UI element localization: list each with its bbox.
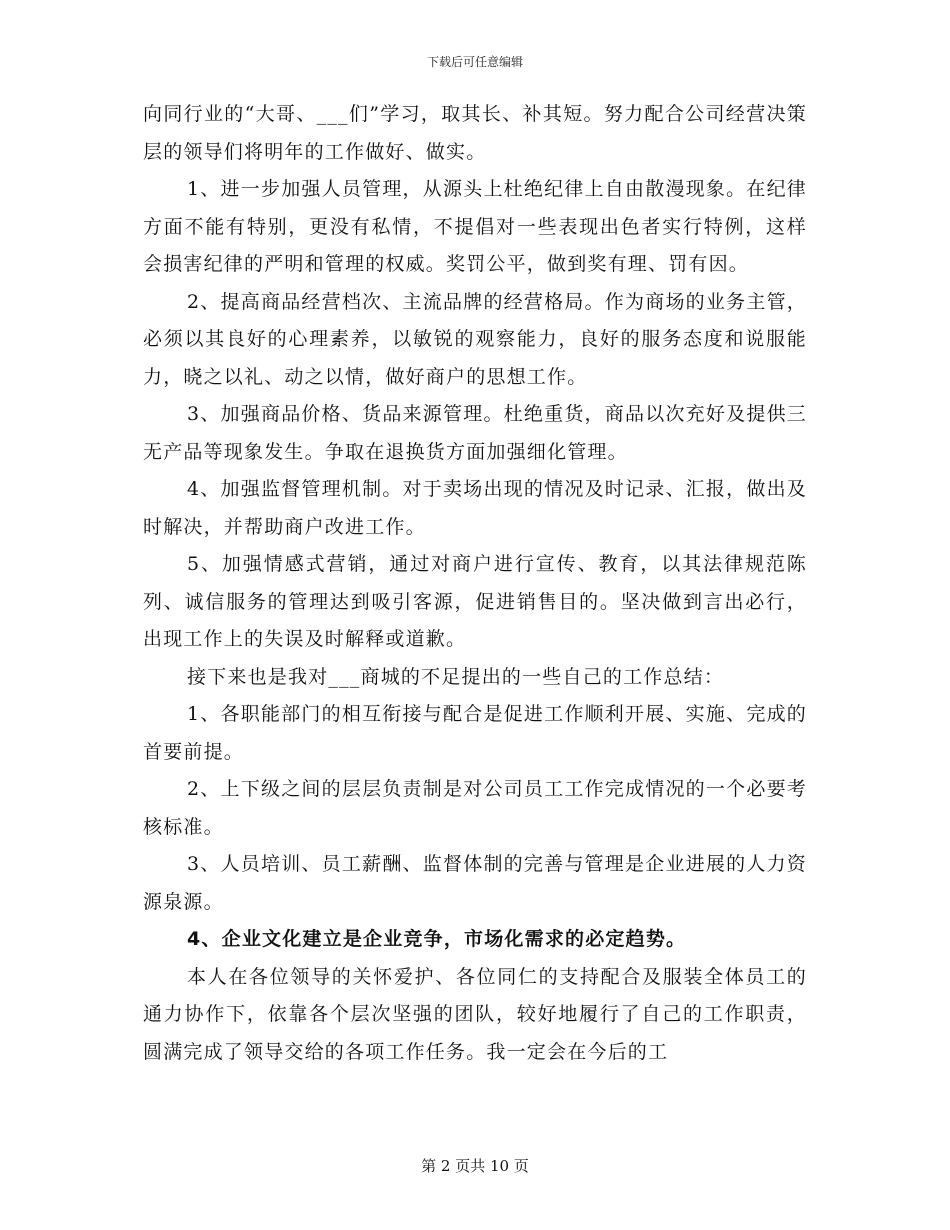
paragraph-item-1: 1、进一步加强人员管理，从源头上杜绝纪律上自由散漫现象。在纪律方面不能有特别，更没有私情，不提倡对一些表现出色者实行特例，这样会损害纪律的严明和管理的权威。奖罚公平，做到奖有理、罚有因。 xyxy=(143,178,807,275)
document-body xyxy=(143,96,807,1071)
paragraph-item-2: 2、提高商品经营档次、主流品牌的经营格局。作为商场的业务主管，必须以其良好的心理素养，以敏锐的观察能力，良好的服务态度和说服能力，晓之以礼、动之以情，做好商户的思想工作。 xyxy=(143,290,807,388)
paragraph-item-3: 3、加强商品价格、货品来源管理。杜绝重货，商品以次充好及提供三无产品等现象发生。争取在退换货方面加强细化管理。 xyxy=(143,403,807,463)
paragraph-continuation: 向同行业的“大哥、___们”学习，取其长、补其短。努力配合公司经营决策层的领导们将明年的工作做好、做实。 xyxy=(143,103,807,163)
paragraph-item-4: 4、加强监督管理机制。对于卖场出现的情况及时记录、汇报，做出及时解决，并帮助商户改进工作。 xyxy=(143,478,807,538)
page-footer: 第 2 页共 10 页 xyxy=(421,1157,529,1175)
paragraph-summary-1: 1、各职能部门的相互衔接与配合是促进工作顺利开展、实施、完成的首要前提。 xyxy=(143,703,807,763)
paragraph-summary-intro: 接下来也是我对___商城的不足提出的一些自己的工作总结： xyxy=(187,665,725,688)
paragraph-summary-3: 3、人员培训、员工薪酬、监督体制的完善与管理是企业进展的人力资源泉源。 xyxy=(143,853,807,913)
paragraph-summary-4-bold: 4、企业文化建立是企业竞争，市场化需求的必定趋势。 xyxy=(187,928,687,950)
paragraph-closing: 本人在各位领导的关怀爱护、各位同仁的支持配合及服装全体员工的通力协作下，依靠各个层次坚强的团队，较好地履行了自己的工作职责，圆满完成了领导交给的各项工作任务。我一定会在今后的工 xyxy=(143,965,807,1063)
paragraph-summary-2: 2、上下级之间的层层负责制是对公司员工工作完成情况的一个必要考核标准。 xyxy=(143,778,807,838)
paragraph-item-5: 5、加强情感式营销，通过对商户进行宣传、教育，以其法律规范陈列、诚信服务的管理达到吸引客源，促进销售目的。坚决做到言出必行，出现工作上的失误及时解释或道歉。 xyxy=(143,553,807,650)
page-header: 下载后可任意编辑 xyxy=(426,55,523,69)
